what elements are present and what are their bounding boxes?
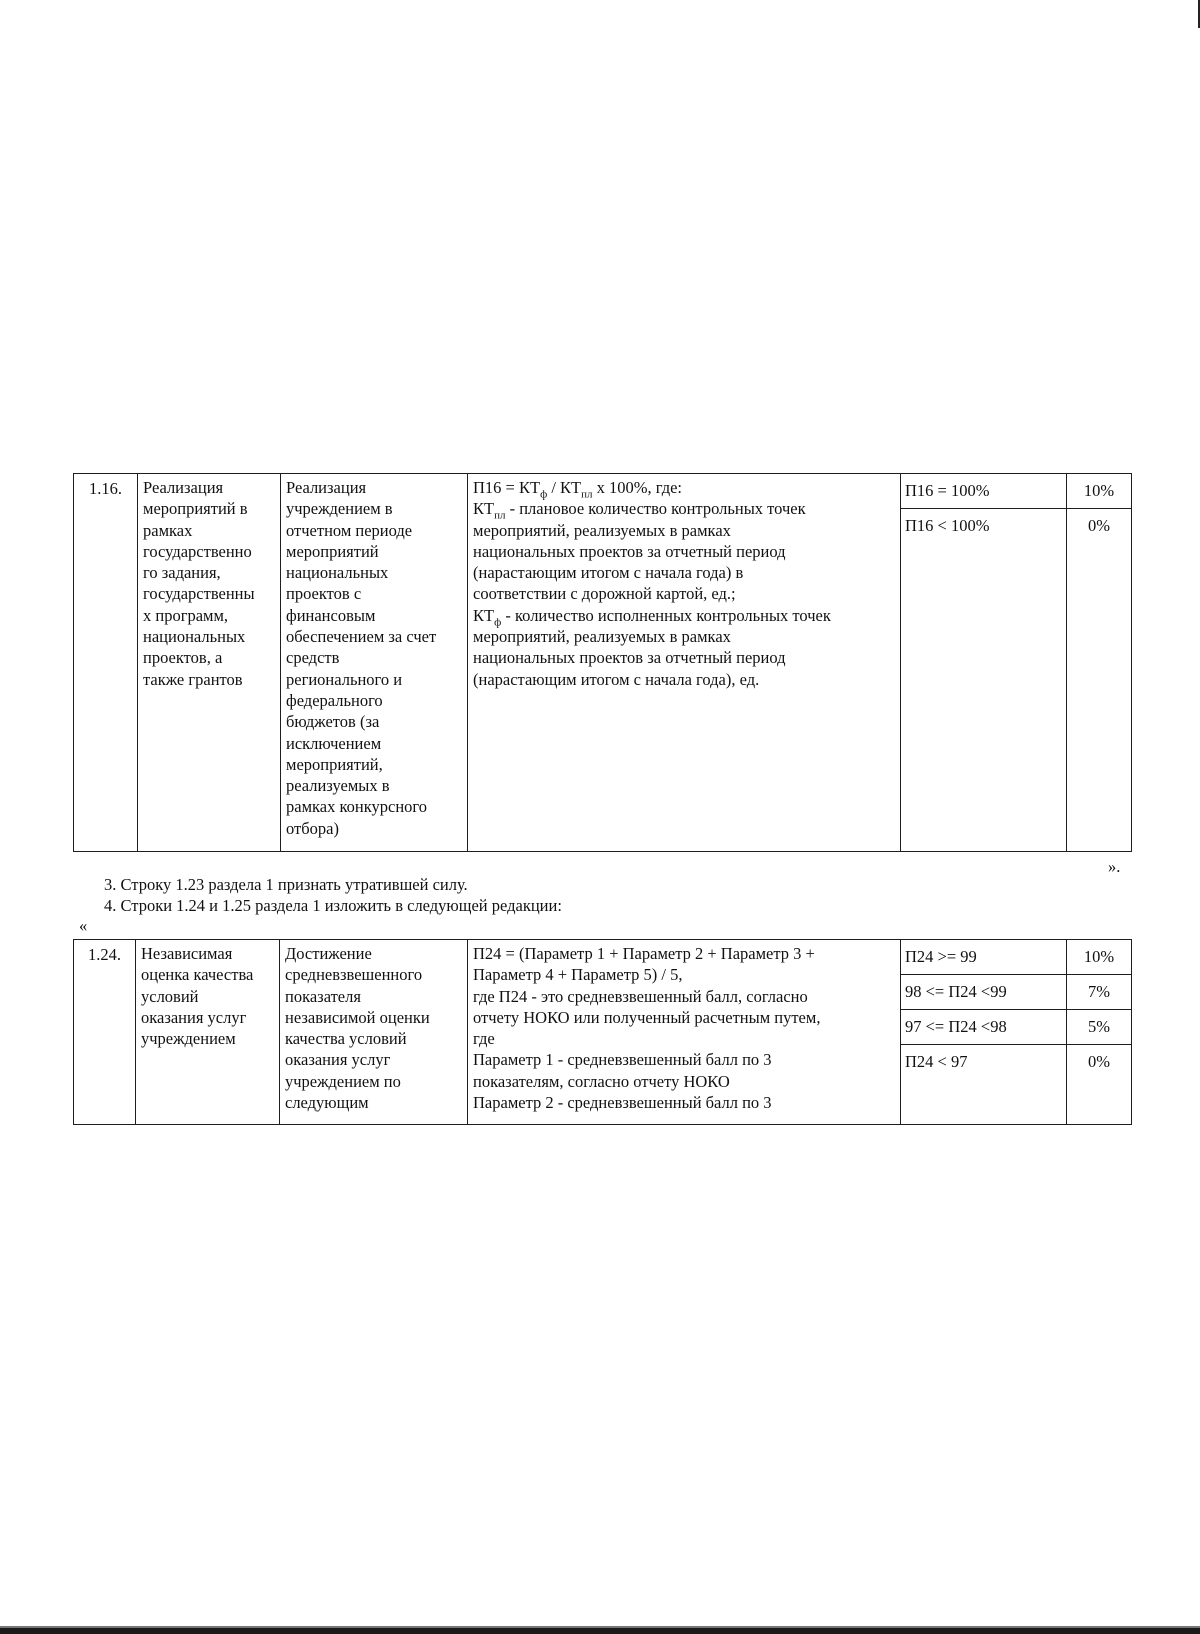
row-number: 1.16.	[89, 479, 122, 498]
criterion-score: 0%	[1088, 1052, 1110, 1071]
text-line: Реализация	[286, 478, 367, 497]
formula-text: - плановое количество контрольных точек	[505, 499, 806, 519]
formula-text: КТ	[473, 499, 495, 519]
text-line: проектов с	[286, 584, 362, 604]
formula-text: / КТ	[547, 478, 582, 497]
formula	[468, 474, 900, 690]
subscript: ф	[540, 488, 548, 501]
formula-line: отчету НОКО или полученный расчетным путем,	[473, 1007, 821, 1027]
row-number-cell	[74, 940, 136, 1125]
text-line: обеспечением за счет	[286, 627, 437, 647]
text-line: независимой оценки	[285, 1007, 430, 1027]
formula-line: (нарастающим итогом с начала года) в	[473, 563, 744, 583]
criterion-score: 7%	[1067, 975, 1131, 1010]
formula-text: х 100%, где:	[592, 478, 683, 497]
indicator-name-cell	[136, 940, 280, 1125]
paragraph-item-4: 4. Строки 1.24 и 1.25 раздела 1 изложить в следующей редакции:	[104, 896, 562, 915]
paragraph-item-3: 3. Строку 1.23 раздела 1 признать утратившей силу.	[104, 875, 468, 894]
text-line: рамках	[143, 520, 193, 540]
indicator-name-cell	[138, 474, 281, 852]
criterion-condition: П24 >= 99	[901, 940, 1066, 975]
row-number-cell	[74, 474, 138, 852]
formula-text: КТ	[473, 605, 495, 625]
text-line: отчетном периоде	[286, 520, 413, 540]
text-line: мероприятий в	[143, 499, 248, 519]
text-line: федерального	[286, 690, 383, 710]
criterion-condition: П16 = 100%	[901, 474, 1066, 509]
formula-line	[473, 498, 895, 522]
text-line: национальных	[286, 563, 389, 583]
indicator-description-cell	[281, 474, 468, 852]
text-line: отбора)	[286, 818, 339, 838]
criteria-list	[901, 474, 1066, 543]
text-line: регионального и	[286, 669, 403, 689]
text-line: государственно	[143, 541, 252, 561]
subscript: пл	[494, 509, 506, 522]
formula-line: национальных проектов за отчетный период	[473, 648, 786, 668]
formula-line: Параметр 1 - средневзвешенный балл по 3	[473, 1050, 772, 1070]
criterion-score: 10%	[1067, 474, 1131, 509]
text-line: Независимая	[141, 944, 233, 963]
text-line: рамках конкурсного	[286, 797, 428, 817]
score-cell	[1067, 474, 1132, 852]
indicator-description	[281, 474, 467, 839]
criterion-score: 0%	[1088, 516, 1110, 535]
text-line: Достижение	[285, 944, 372, 963]
text-line: условий	[141, 986, 199, 1006]
row-number: 1.24.	[88, 945, 121, 964]
formula-line	[473, 477, 895, 501]
formula-line: П24 = (Параметр 1 + Параметр 2 + Параметр 3 +	[473, 944, 815, 963]
text-line: качества условий	[285, 1029, 407, 1049]
formula-line: национальных проектов за отчетный период	[473, 541, 786, 561]
text-line: учреждением в	[286, 499, 393, 519]
text-line: оценка качества	[141, 965, 254, 985]
text-line: государственны	[143, 584, 255, 604]
formula-text: П16 = КТ	[473, 478, 541, 497]
indicator-description-cell	[280, 940, 468, 1125]
indicator-table-2	[73, 939, 1132, 1125]
formula-line: (нарастающим итогом с начала года), ед.	[473, 669, 760, 689]
formula-line: где П24 - это средневзвешенный балл, согласно	[473, 986, 808, 1006]
formula-line: мероприятий, реализуемых в рамках	[473, 627, 731, 647]
text-line: оказания услуг	[141, 1007, 247, 1027]
text-line: мероприятий	[286, 541, 379, 561]
indicator-description	[280, 940, 467, 1113]
text-line: финансовым	[286, 605, 376, 625]
indicator-table-1	[73, 473, 1132, 852]
text-line: показателя	[285, 986, 361, 1006]
text-line: средневзвешенного	[285, 965, 423, 985]
text-line: учреждением	[141, 1029, 236, 1049]
criteria-cell	[901, 474, 1067, 852]
text-line: также грантов	[143, 669, 243, 689]
formula	[468, 940, 900, 1113]
formula-line: Параметр 4 + Параметр 5) / 5,	[473, 965, 683, 985]
criterion-condition: П16 < 100%	[905, 516, 990, 535]
score-list	[1067, 940, 1131, 1079]
criteria-list	[901, 940, 1066, 1079]
criterion-condition: 97 <= П24 <98	[901, 1010, 1066, 1045]
formula-line: Параметр 2 - средневзвешенный балл по 3	[473, 1093, 772, 1113]
formula-cell	[468, 474, 901, 852]
text-line: реализуемых в	[286, 776, 390, 796]
closing-quote: ».	[1108, 857, 1121, 876]
subscript: пл	[581, 488, 593, 501]
criterion-score: 5%	[1067, 1010, 1131, 1045]
scan-edge	[0, 1628, 1200, 1634]
formula-line	[473, 605, 895, 629]
formula-text: - количество исполненных контрольных точек	[501, 605, 831, 625]
criterion-condition: П24 < 97	[905, 1052, 968, 1071]
indicator-name	[138, 474, 280, 690]
text-line: проектов, а	[143, 648, 223, 668]
formula-cell	[468, 940, 901, 1125]
text-line: учреждением по	[285, 1071, 401, 1091]
table-row	[74, 940, 1132, 1125]
text-line: оказания услуг	[285, 1050, 391, 1070]
criterion-condition: 98 <= П24 <99	[901, 975, 1066, 1010]
formula-line: где	[473, 1029, 495, 1049]
criteria-cell	[901, 940, 1067, 1125]
text-line: национальных	[143, 627, 246, 647]
score-cell	[1067, 940, 1132, 1125]
text-line: х программ,	[143, 605, 229, 625]
table-row	[74, 474, 1132, 852]
formula-line: показателям, согласно отчету НОКО	[473, 1071, 730, 1091]
text-line: исключением	[286, 733, 382, 753]
opening-quote: «	[79, 916, 88, 935]
text-line: средств	[286, 648, 340, 668]
formula-line: соответствии с дорожной картой, ед.;	[473, 584, 736, 604]
text-line: Реализация	[143, 478, 224, 497]
text-line: мероприятий,	[286, 754, 383, 774]
formula-line: мероприятий, реализуемых в рамках	[473, 520, 731, 540]
indicator-name	[136, 940, 279, 1049]
text-line: го задания,	[143, 563, 221, 583]
criterion-score: 10%	[1067, 940, 1131, 975]
text-line: следующим	[285, 1093, 369, 1113]
score-list	[1067, 474, 1131, 543]
text-line: бюджетов (за	[286, 712, 380, 732]
subscript: ф	[494, 616, 502, 629]
